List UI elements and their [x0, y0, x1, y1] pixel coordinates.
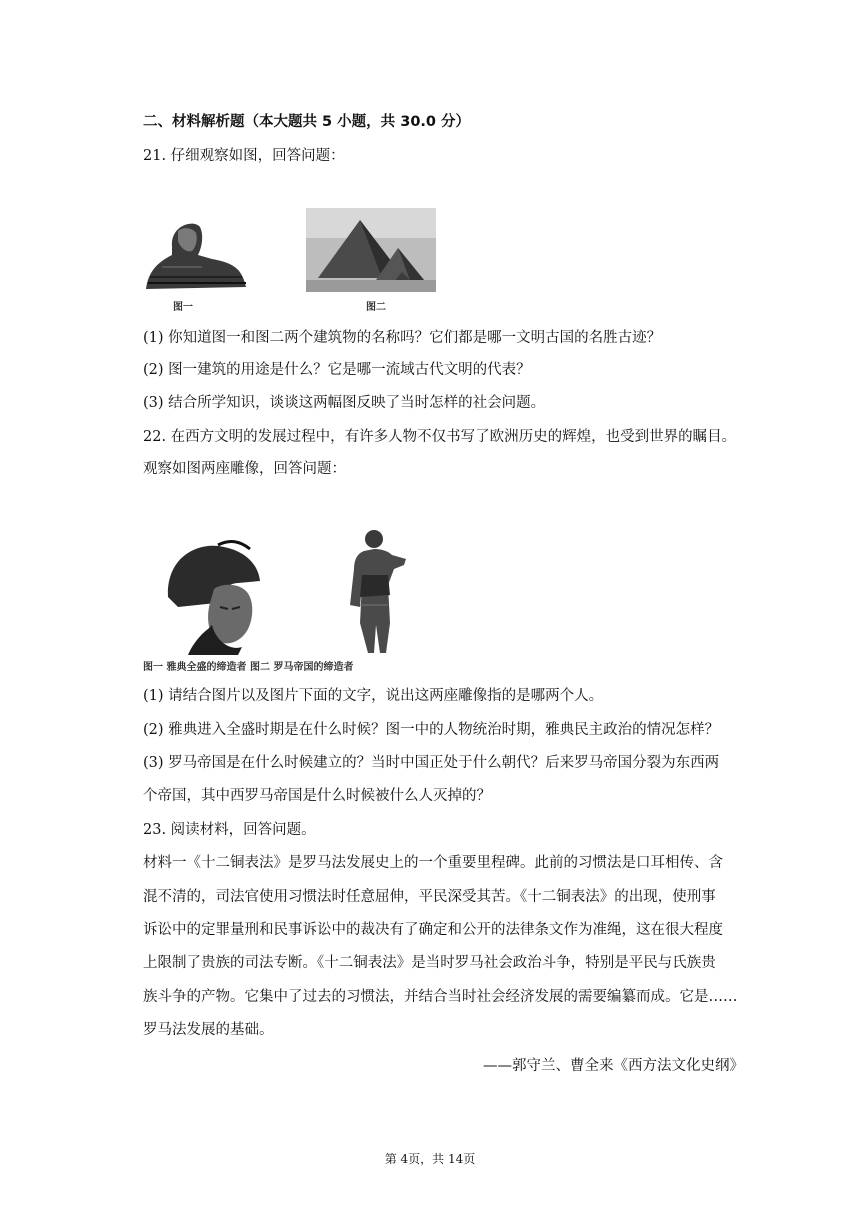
- question-22-stem-line2: 观察如图两座雕像，回答问题：: [143, 461, 346, 477]
- figure2-caption: 图二: [366, 302, 386, 313]
- question-22-stem-line1: 22. 在西方文明的发展过程中，有许多人物不仅书写了欧洲历史的辉煌，也受到世界的瞩目。: [143, 429, 737, 445]
- material-line-1: 材料一《十二铜表法》是罗马法发展史上的一个重要里程碑。此前的习惯法是口耳相传、含: [143, 855, 723, 871]
- page-footer: 第 4页，共 14页: [384, 1152, 476, 1166]
- question-21-sub-2: (2) 图一建筑的用途是什么？它是哪一流域古代文明的代表？: [143, 362, 531, 378]
- pyramids-image: [306, 208, 436, 292]
- material-line-2: 混不清的，司法官使用习惯法时任意屈伸，平民深受其苦。《十二铜表法》的出现，使刑事: [143, 889, 716, 905]
- material-line-5: 族斗争的产物。它集中了过去的习惯法，并结合当时社会经济发展的需要编纂而成。它是……: [143, 989, 738, 1005]
- material-line-6: 罗马法发展的基础。: [143, 1022, 274, 1038]
- statue-caption: 图一 雅典全盛的缔造者 图二 罗马帝国的缔造者: [143, 662, 354, 673]
- question-22-sub-2: (2) 雅典进入全盛时期是在什么时候？图一中的人物统治时期，雅典民主政治的情况怎样？: [143, 722, 720, 738]
- question-22-sub-3: (3) 罗马帝国是在什么时候建立的？当时中国正处于什么朝代？后来罗马帝国分裂为东西两: [143, 755, 720, 771]
- question-22-sub-3-cont: 个帝国，其中西罗马帝国是什么时候被什么人灭掉的？: [143, 788, 491, 804]
- material-line-4: 上限制了贵族的司法专断。《十二铜表法》是当时罗马社会政治斗争，特别是平民与氏族贵: [143, 955, 716, 971]
- question-21-sub-1: (1) 你知道图一和图二两个建筑物的名称吗？它们都是哪一文明古国的名胜古迹？: [143, 330, 662, 346]
- question-21-sub-3: (3) 结合所学知识，谈谈这两幅图反映了当时怎样的社会问题。: [143, 395, 546, 411]
- question-23-stem: 23. 阅读材料，回答问题。: [143, 822, 316, 838]
- material-source: ——郭守兰、曹全来《西方法文化史纲》: [483, 1058, 744, 1074]
- material-line-3: 诉讼中的定罪量刑和民事诉讼中的裁决有了确定和公开的法律条文作为准绳，这在很大程度: [143, 922, 723, 938]
- augustus-statue-image: [338, 525, 418, 655]
- section-title: 二、材料解析题（本大题共 5 小题，共 30.0 分）: [143, 114, 471, 130]
- question-22-sub-1: (1) 请结合图片以及图片下面的文字，说出这两座雕像指的是哪两个人。: [143, 688, 604, 704]
- pericles-bust-image: [158, 537, 270, 655]
- sphinx-image: [142, 207, 252, 297]
- figure1-caption: 图一: [173, 302, 193, 313]
- question-21-stem: 21. 仔细观察如图，回答问题：: [143, 148, 345, 164]
